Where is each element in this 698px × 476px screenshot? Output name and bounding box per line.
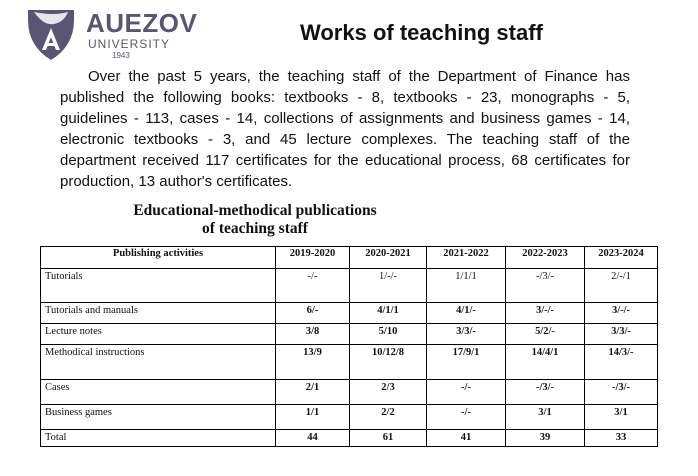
header-year-3: 2021-2022 [427, 247, 506, 269]
table-cell: 1/1/1 [427, 269, 506, 303]
table-cell: 3/8 [276, 324, 350, 345]
table-row-business-games [41, 405, 658, 430]
table-cell: 39 [506, 430, 585, 447]
header-year-5: 2023-2024 [585, 247, 658, 269]
publications-table [40, 246, 658, 447]
table-cell: 14/4/1 [506, 345, 585, 380]
header-year-1: 2019-2020 [276, 247, 350, 269]
logo-year: 1943 [112, 51, 130, 60]
header-year-4: 2022-2023 [506, 247, 585, 269]
row-label: Tutorials and manuals [41, 303, 276, 324]
header-publishing-activities: Publishing activities [41, 247, 276, 269]
table-cell: -/3/- [506, 380, 585, 405]
university-logo [24, 6, 198, 64]
table-cell: -/- [427, 405, 506, 430]
table-title-line-2: of teaching staff [202, 220, 308, 237]
table-cell: 2/2 [350, 405, 427, 430]
table-cell: 33 [585, 430, 658, 447]
table-cell: 5/10 [350, 324, 427, 345]
table-row-cases [41, 380, 658, 405]
table-cell: 3/3/- [585, 324, 658, 345]
table-row-tutorials [41, 269, 658, 303]
table-cell: 3/3/- [427, 324, 506, 345]
table-cell: -/3/- [585, 380, 658, 405]
table-cell: 4/1/1 [350, 303, 427, 324]
table-cell: 4/1/- [427, 303, 506, 324]
table-cell: 3/-/- [506, 303, 585, 324]
row-label: Business games [41, 405, 276, 430]
table-cell: 17/9/1 [427, 345, 506, 380]
header-year-2: 2020-2021 [350, 247, 427, 269]
table-cell: 3/-/- [585, 303, 658, 324]
table-cell: 6/- [276, 303, 350, 324]
table-cell: 3/1 [506, 405, 585, 430]
table-row-total [41, 430, 658, 447]
table-header-row [41, 247, 658, 269]
table-row-lecture-notes [41, 324, 658, 345]
table-cell: -/3/- [506, 269, 585, 303]
table-cell: 3/1 [585, 405, 658, 430]
page-title: Works of teaching staff [300, 20, 543, 45]
row-label: Methodical instructions [41, 345, 276, 380]
row-label: Lecture notes [41, 324, 276, 345]
table-cell: 1/-/- [350, 269, 427, 303]
summary-paragraph: Over the past 5 years, the teaching staff of the Department of Finance has published the following books: textbooks - 8, textbooks - 23, monographs - 5, guidelines - 113, cases - 14, collections of assignments and business games - 14, electronic textbooks - 3, and 45 lecture complexes. The teaching staff of the department received 117 certificates for the educational process, 68 certificates for production, 13 author's certificates. [60, 68, 630, 190]
row-label: Cases [41, 380, 276, 405]
logo-emblem-icon [24, 6, 82, 64]
table-cell: 10/12/8 [350, 345, 427, 380]
table-title [90, 202, 420, 238]
table-cell: 5/2/- [506, 324, 585, 345]
table-cell: 61 [350, 430, 427, 447]
table-cell: 2/-/1 [585, 269, 658, 303]
table-row-tutorials-and-manuals [41, 303, 658, 324]
table-cell: -/- [276, 269, 350, 303]
logo-name: AUEZOV [86, 8, 198, 38]
table-cell: 14/3/- [585, 345, 658, 380]
table-title-line-1: Educational-methodical publications [133, 202, 377, 219]
table-cell: -/- [427, 380, 506, 405]
table-cell: 41 [427, 430, 506, 447]
table-cell: 2/1 [276, 380, 350, 405]
table-cell: 13/9 [276, 345, 350, 380]
table-cell: 44 [276, 430, 350, 447]
row-label: Tutorials [41, 269, 276, 303]
logo-subtitle: UNIVERSITY [88, 37, 171, 51]
row-label: Total [41, 430, 276, 447]
table-cell: 1/1 [276, 405, 350, 430]
table-cell: 2/3 [350, 380, 427, 405]
table-row-methodical-instructions [41, 345, 658, 380]
